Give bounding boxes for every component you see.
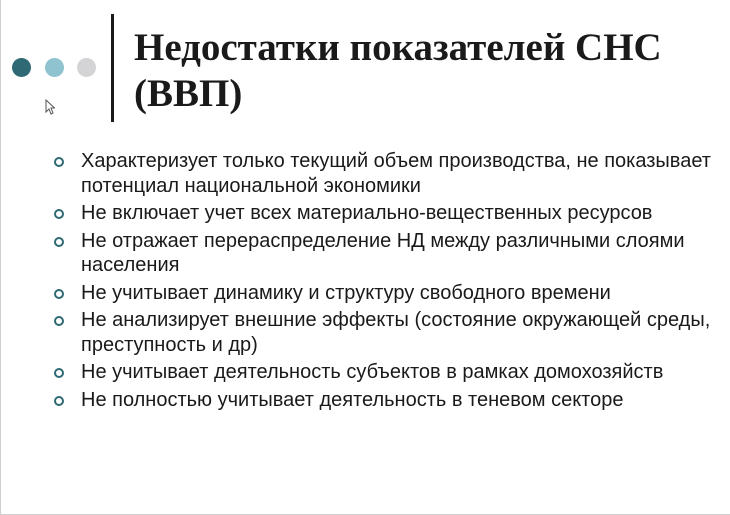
bullet-item xyxy=(51,388,711,413)
decorative-dot-dark xyxy=(12,58,31,77)
title-divider xyxy=(111,14,114,122)
bullet-item xyxy=(51,360,711,385)
bullet-item xyxy=(51,149,711,198)
bullet-text: Не отражает перераспределение НД между различными слоями населения xyxy=(81,229,685,276)
bullet-item xyxy=(51,281,711,306)
bullet-text: Не учитывает деятельность субъектов в рамках домохозяйств xyxy=(81,361,664,383)
bullet-circle-icon xyxy=(54,237,64,247)
bullet-circle-icon xyxy=(54,289,64,299)
bullet-text: Характеризует только текущий объем производства, не показывает потенциал национальной экономики xyxy=(81,150,711,197)
bullet-item xyxy=(51,308,711,357)
decorative-dot-light xyxy=(45,58,64,77)
bullet-circle-icon xyxy=(54,157,64,167)
bullet-text: Не полностью учитывает деятельность в теневом секторе xyxy=(81,388,624,411)
slide-title-line-1: Недостатки показателей СНС xyxy=(134,26,662,69)
mouse-pointer-icon xyxy=(45,99,55,115)
bullet-text: Не анализирует внешние эффекты (состояние окружающей среды, преступность и др) xyxy=(81,309,711,356)
bullet-circle-icon xyxy=(54,368,64,378)
decorative-dot-gray xyxy=(77,58,96,77)
bullet-text: Не учитывает динамику и структуру свободного времени xyxy=(81,281,611,304)
slide-title xyxy=(134,25,714,117)
bullet-circle-icon xyxy=(54,209,64,219)
bullet-item xyxy=(51,201,711,226)
bullet-text: Не включает учет всех материально-вещественных ресурсов xyxy=(81,202,653,224)
bullet-circle-icon xyxy=(54,316,64,326)
bullet-item xyxy=(51,229,711,278)
slide-title-line-2: (ВВП) xyxy=(134,72,243,115)
bullet-list xyxy=(51,149,711,415)
bullet-circle-icon xyxy=(54,396,64,406)
